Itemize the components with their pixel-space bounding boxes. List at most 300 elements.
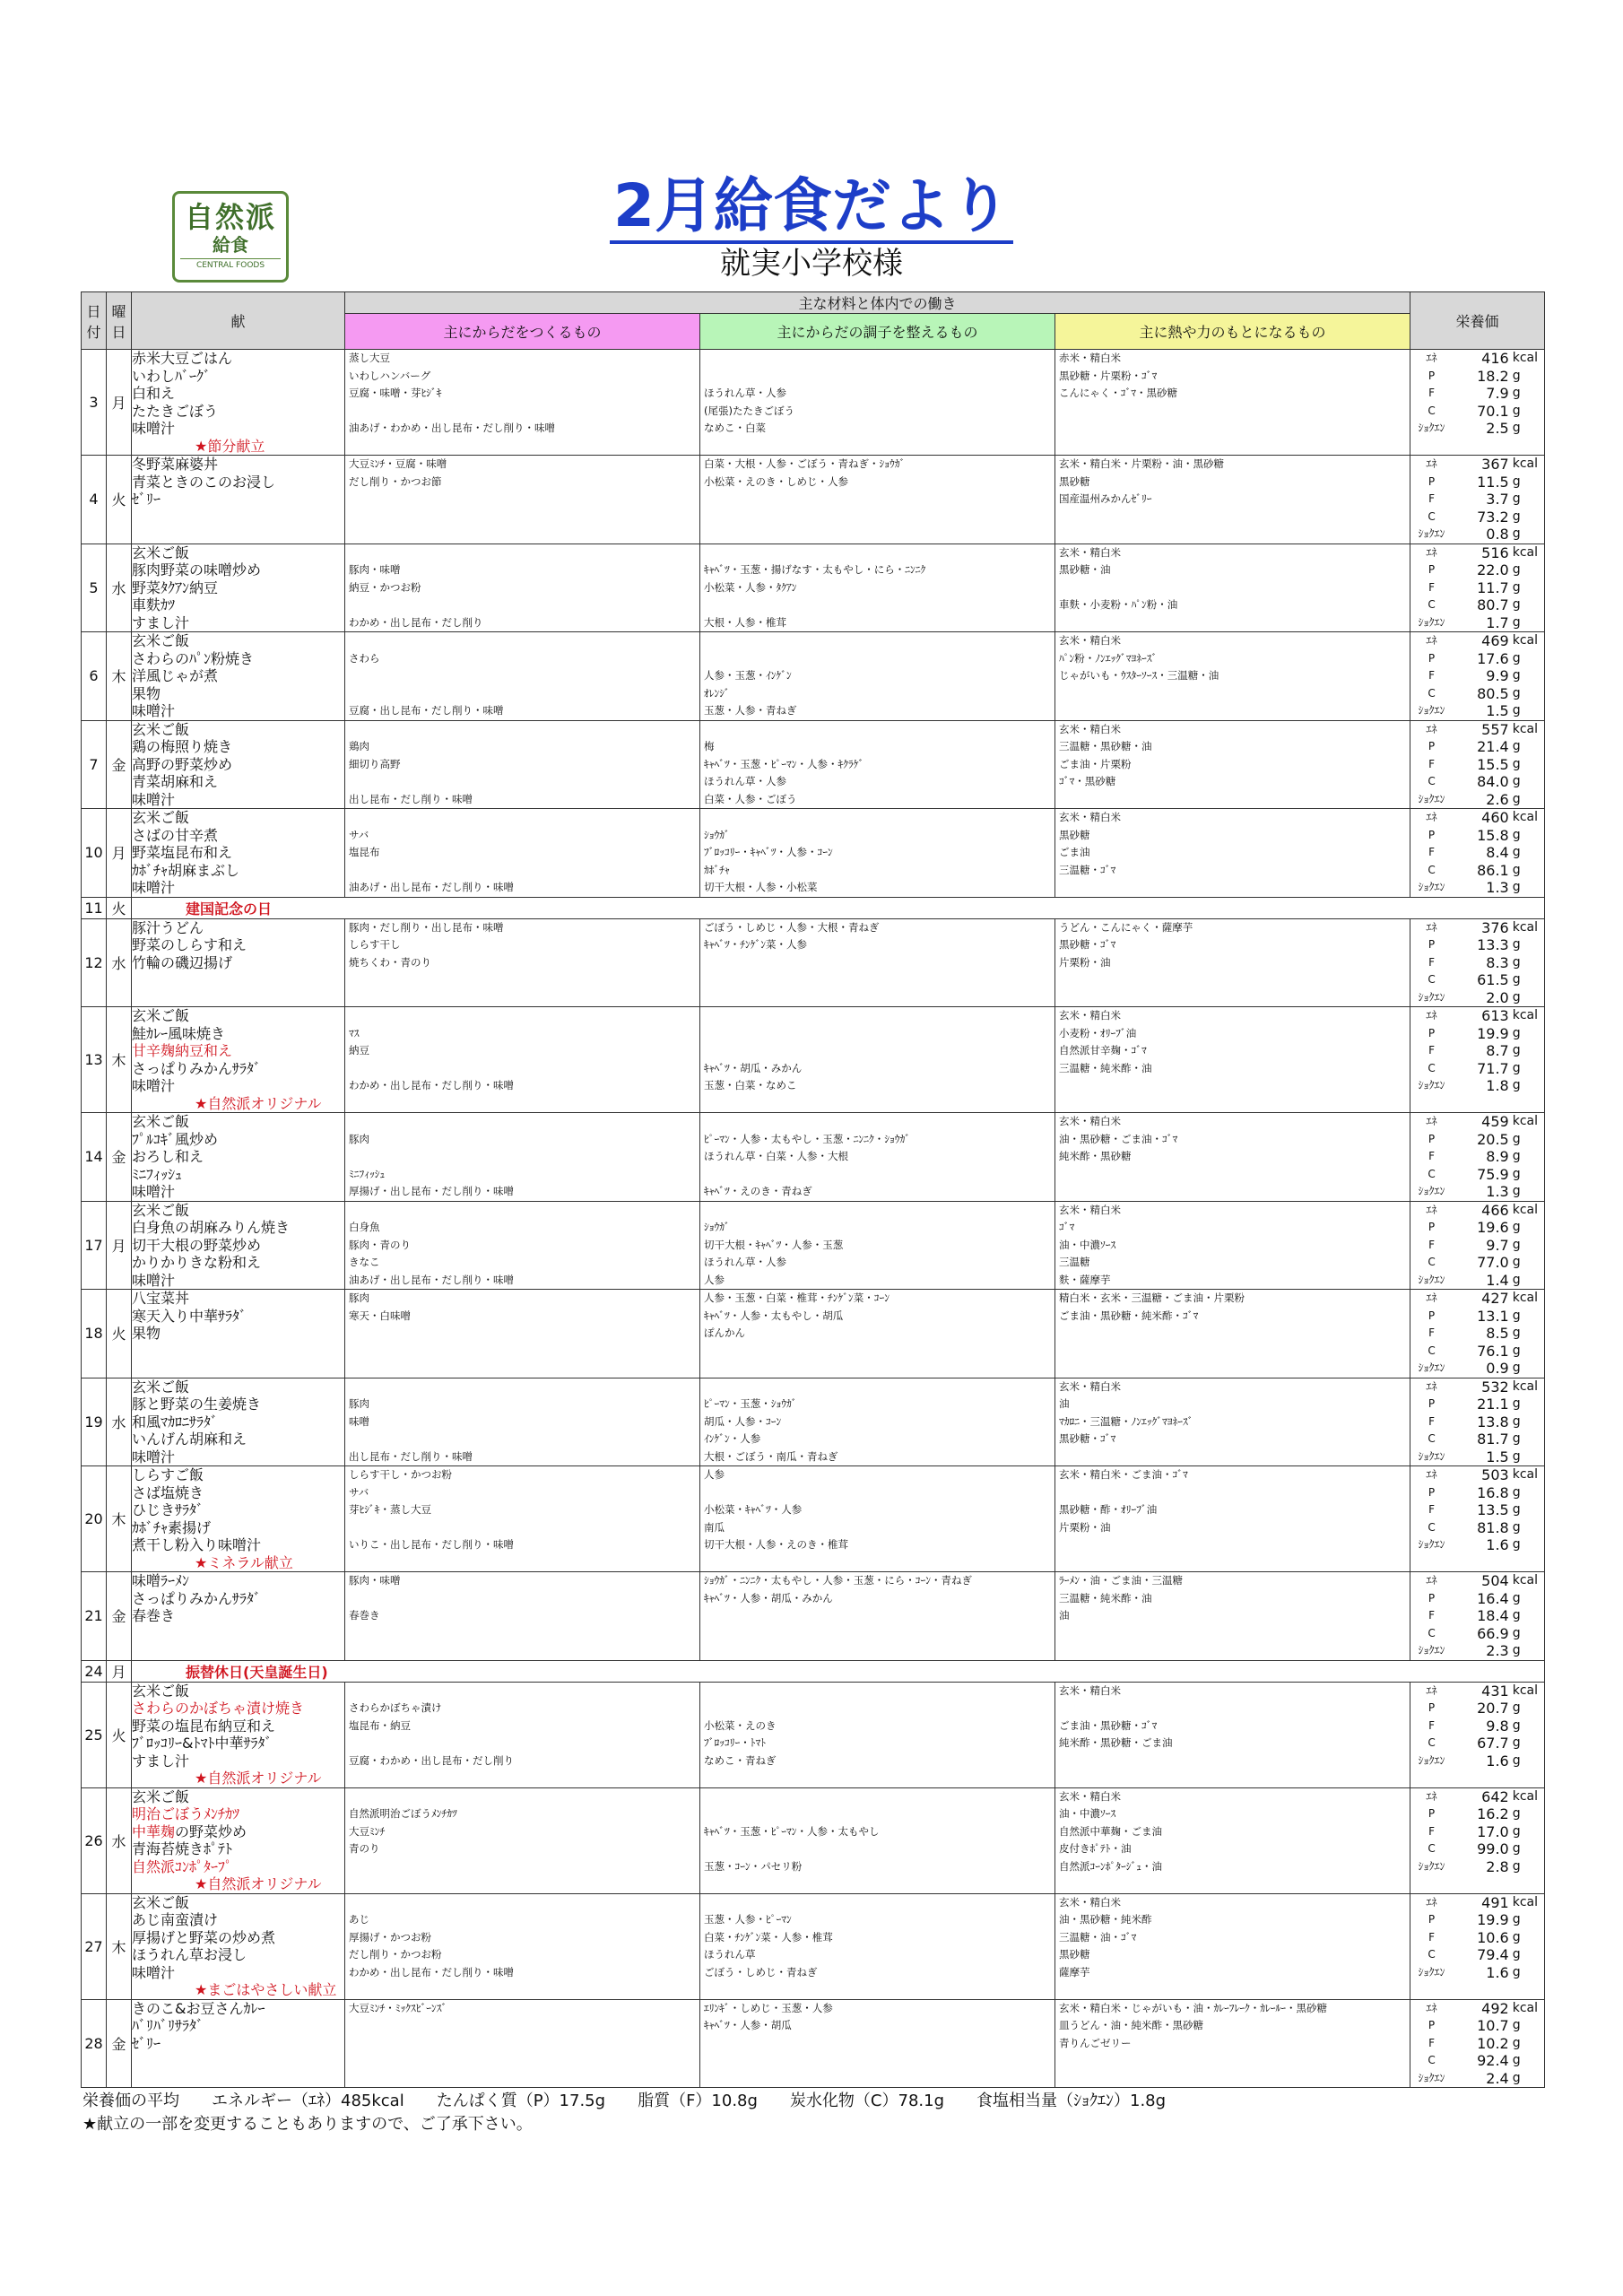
ingredient-line: ｵﾚﾝｼﾞ [704, 686, 730, 700]
dish-name: ﾐﾆﾌｨｯｼｭ [132, 1165, 183, 1183]
day-cell: 18 [82, 1290, 107, 1378]
nutrition-value: 466 [1481, 1201, 1509, 1219]
nutrition-unit: g [1512, 1149, 1521, 1163]
ingredient-line: ｼｮｳｶﾞ [704, 828, 730, 841]
holiday-label: 建国記念の日 [132, 897, 1545, 918]
ingredient-line: 油・中濃ｿｰｽ [1059, 1238, 1116, 1251]
nutrition-row [1412, 350, 1542, 368]
ingredient-line: 自然派ｺｰﾝﾎﾟﾀｰｼﾞｭ・油 [1059, 1859, 1162, 1873]
ingredients-body [345, 1290, 700, 1378]
weekday-cell: 月 [107, 809, 132, 898]
ingredient-line [349, 1378, 696, 1396]
menu-row [82, 1893, 1545, 1999]
weekday-cell: 月 [107, 1660, 132, 1682]
dish-name: 玄米ご飯 [132, 720, 190, 738]
ingredients-heat [1055, 632, 1410, 721]
nutrition-row [1412, 1607, 1542, 1625]
ingredient-line: いりこ・出し昆布・だし削り・味噌 [349, 1538, 514, 1551]
menu-row [82, 918, 1545, 1007]
weekday-cell: 水 [107, 1378, 132, 1466]
nutrition-label: ｼｮｸｴﾝ [1418, 1965, 1445, 1979]
ingredient-line [704, 350, 1051, 368]
nutrition-label: ｴﾈ [1426, 722, 1437, 735]
nutrition-unit: g [1512, 1166, 1521, 1181]
nutrition-cell [1410, 1378, 1545, 1466]
nutrition-label: P [1428, 1309, 1436, 1322]
ingredient-line: ほうれん草・白菜・人参・大根 [704, 1150, 848, 1162]
ingredients-heat [1055, 1007, 1410, 1113]
nutrition-cell [1410, 1201, 1545, 1290]
day-cell: 28 [82, 1999, 107, 2088]
weekday-cell: 金 [107, 1999, 132, 2088]
ingredient-line: 豆腐・味噌・芽ﾋｼﾞｷ [349, 387, 442, 399]
nutrition-row [1412, 1183, 1542, 1201]
nutrition-row [1412, 403, 1542, 421]
ingredient-line: ｷｬﾍﾞﾂ・人参・胡瓜 [704, 2019, 792, 2031]
nutrition-value: 504 [1481, 1572, 1509, 1589]
dish-name: ひじきｻﾗﾀﾞ [132, 1501, 204, 1518]
nutrition-unit: g [1512, 1608, 1521, 1622]
nutrition-row [1412, 596, 1542, 614]
dish-name: おろし和え [132, 1148, 204, 1165]
ingredient-line: なめこ・青ねぎ [704, 1753, 777, 1767]
menu-table [81, 291, 1545, 2088]
dish-name: ﾌﾟﾙｺｷﾞ風炒め [132, 1130, 219, 1148]
ingredient-line [349, 1981, 696, 1999]
nutrition-label: ｴﾈ [1426, 2001, 1437, 2014]
nutrition-cell [1410, 1999, 1545, 2088]
nutrition-unit: kcal [1512, 1114, 1538, 1128]
ingredient-line [1059, 1077, 1406, 1095]
dish-list [132, 1682, 345, 1787]
nutrition-label: F [1428, 2036, 1435, 2049]
nutrition-value: 13.5 [1477, 1501, 1509, 1518]
nutrition-unit: kcal [1512, 1573, 1538, 1587]
nutrition-unit: g [1512, 386, 1521, 400]
nutrition-label: ｼｮｸｴﾝ [1418, 1449, 1445, 1463]
ingredient-line: 小松菜・ｷｬﾍﾞﾂ・人参 [704, 1503, 803, 1516]
nutrition-label: ｴﾈ [1426, 811, 1437, 823]
ingredient-line [704, 491, 1051, 509]
nutrition-row [1412, 614, 1542, 632]
nutrition-row [1412, 632, 1542, 650]
ingredient-line: 自然派甘辛麹・ｺﾞﾏ [1059, 1044, 1147, 1057]
nutrition-value: 16.2 [1477, 1805, 1509, 1822]
nutrition-cell [1410, 809, 1545, 898]
ingredient-line [349, 1642, 696, 1660]
weekday-cell: 木 [107, 1466, 132, 1572]
ingredient-line [704, 1360, 1051, 1378]
ingredients-cond [700, 1893, 1055, 1999]
nutrition-unit: g [1512, 403, 1521, 418]
ingredient-line [349, 1095, 696, 1113]
ingredient-line [704, 809, 1051, 827]
nutrition-value: 81.7 [1477, 1431, 1509, 1448]
nutrition-unit: g [1512, 579, 1521, 595]
dish-name: 和風ﾏｶﾛﾆｻﾗﾀﾞ [132, 1413, 219, 1431]
nutrition-label: ｼｮｸｴﾝ [1418, 527, 1445, 540]
ingredient-line [704, 1042, 1051, 1060]
ingredients-cond [700, 1201, 1055, 1290]
dish-name: 切干大根の野菜炒め [132, 1236, 262, 1254]
ingredient-line: 人参 [704, 1468, 725, 1481]
ingredients-body [345, 809, 700, 898]
ingredient-line: 玄米・精白米 [1059, 1009, 1121, 1022]
nutrition-row [1412, 1590, 1542, 1608]
day-cell: 21 [82, 1572, 107, 1661]
ingredient-line: 油・中濃ｿｰｽ [1059, 1807, 1116, 1820]
nutrition-label: P [1428, 474, 1436, 488]
nutrition-unit: g [1512, 937, 1521, 952]
dish-name: 玄米ご飯 [132, 1378, 190, 1396]
ingredient-line [349, 1735, 696, 1752]
nutrition-unit: g [1512, 756, 1521, 771]
nutrition-value: 75.9 [1477, 1165, 1509, 1183]
nutrition-unit: g [1512, 1718, 1521, 1733]
nutrition-row [1412, 1642, 1542, 1660]
nutrition-row [1412, 1752, 1542, 1770]
ingredients-heat [1055, 918, 1410, 1007]
ingredient-line [349, 773, 696, 791]
ingredient-line: 大根・ごぼう・南瓜・青ねぎ [704, 1449, 838, 1463]
nutrition-unit: g [1512, 1131, 1521, 1146]
dish-name: 味噌汁 [132, 1271, 176, 1289]
nutrition-label: ｼｮｸｴﾝ [1418, 704, 1445, 717]
ingredient-line [349, 403, 696, 421]
dish-name: さわらのかぼちゃ漬け焼き [132, 1700, 305, 1717]
ingredient-line [1059, 1166, 1406, 1184]
nutrition-value: 431 [1481, 1682, 1509, 1700]
ingredient-line [1059, 1448, 1406, 1466]
nutrition-row [1412, 879, 1542, 897]
nutrition-row [1412, 1536, 1542, 1554]
ingredient-line [704, 1007, 1051, 1025]
weekday-cell: 火 [107, 456, 132, 544]
dish-name: いんげん胡麻和え [132, 1431, 247, 1448]
ingredient-line [1059, 1484, 1406, 1502]
nutrition-unit: g [1512, 989, 1521, 1004]
dish-list [132, 1893, 345, 1999]
nutrition-unit: g [1512, 1078, 1521, 1092]
nutrition-value: 21.1 [1477, 1396, 1509, 1413]
dish-list [132, 632, 345, 721]
nutrition-unit: g [1512, 1448, 1521, 1464]
nutrition-unit: g [1512, 1272, 1521, 1287]
ingredient-line: 車麩・小麦粉・ﾊﾟﾝ粉・油 [1059, 598, 1178, 611]
ingredient-line: 芽ﾋｼﾞｷ・蒸し大豆 [349, 1503, 431, 1516]
nutrition-value: 2.8 [1486, 1857, 1509, 1875]
day-cell: 13 [82, 1007, 107, 1113]
nutrition-row [1412, 1501, 1542, 1519]
nutrition-label: C [1428, 1344, 1436, 1357]
ingredient-line: ほうれん草・人参 [704, 387, 786, 399]
menu-row [82, 1682, 1545, 1787]
ingredient-line: 皮付きﾎﾟﾃﾄ・油 [1059, 1842, 1132, 1855]
dish-name: 明治ごぼうﾒﾝﾁｶﾂ [132, 1805, 240, 1822]
ingredients-heat [1055, 1113, 1410, 1202]
nutrition-value: 10.6 [1477, 1928, 1509, 1946]
dish-name: 味噌汁 [132, 790, 176, 808]
ingredient-line: 玄米・精白米 [1059, 1683, 1121, 1697]
ingredient-line: ｷｬﾍﾞﾂ・玉葱・ﾋﾟｰﾏﾝ・人参・ｷｸﾗｹﾞ [704, 757, 864, 770]
ingredient-line: ﾗｰﾒﾝ・油・ごま油・三温糖 [1059, 1574, 1183, 1587]
ingredient-line: 豚肉・青のり [349, 1238, 411, 1251]
ingredients-cond [700, 1378, 1055, 1466]
day-cell: 27 [82, 1893, 107, 1999]
nutrition-label: C [1428, 863, 1436, 876]
ingredients-body [345, 1113, 700, 1202]
nutrition-cell [1410, 1572, 1545, 1661]
nutrition-row [1412, 1700, 1542, 1718]
nutrition-value: 17.0 [1477, 1822, 1509, 1840]
nutrition-label: P [1428, 740, 1436, 752]
menu-row [82, 350, 1545, 456]
ingredient-line: 玄米・精白米 [1059, 634, 1121, 647]
nutrition-row [1412, 1254, 1542, 1272]
nutrition-value: 92.4 [1477, 2052, 1509, 2069]
ingredient-line: 片栗粉・油 [1059, 1520, 1111, 1534]
ingredient-line: 玄米・精白米・ごま油・ｺﾞﾏ [1059, 1468, 1188, 1481]
ingredient-line: ｺﾞﾏ・黒砂糖 [1059, 775, 1116, 787]
ingredient-line: 春巻き [349, 1609, 380, 1622]
nutrition-value: 15.8 [1477, 826, 1509, 844]
ingredient-line: 豚肉 [349, 1132, 369, 1145]
ingredient-line: 黒砂糖・ｺﾞﾏ [1059, 1432, 1116, 1445]
nutrition-row [1412, 1718, 1542, 1735]
nutrition-value: 416 [1481, 350, 1509, 367]
menu-row [82, 720, 1545, 809]
nutrition-row [1412, 1858, 1542, 1876]
nutrition-row [1412, 685, 1542, 703]
nutrition-label: C [1428, 509, 1436, 523]
dish-name: 自然派ｺﾝﾎﾟﾀｰﾌﾟ [132, 1857, 233, 1875]
nutrition-label: F [1428, 757, 1435, 770]
ingredient-line: 豆腐・出し昆布・だし削り・味噌 [349, 704, 504, 717]
ingredient-line: 蒸し大豆 [349, 352, 390, 364]
menu-theme-note: ★自然派オリジナル [195, 1770, 322, 1787]
ingredient-line [349, 509, 696, 526]
ingredient-line: ｼｮｳｶﾞ・ﾆﾝﾆｸ・太もやし・人参・玉葱・にら・ｺｰﾝ・青ねぎ [704, 1574, 972, 1587]
nutrition-value: 516 [1481, 544, 1509, 561]
nutrition-value: 15.5 [1477, 755, 1509, 773]
dish-name: 玄米ご飯 [132, 1113, 190, 1130]
nutrition-label: ｴﾈ [1426, 1574, 1437, 1587]
nutrition-unit: g [1512, 2035, 1521, 2050]
nutrition-label: ｼｮｸｴﾝ [1418, 1644, 1445, 1657]
ingredients-body [345, 1682, 700, 1787]
nutrition-unit: g [1512, 862, 1521, 877]
nutrition-value: 469 [1481, 632, 1509, 649]
ingredient-line [1059, 1875, 1406, 1893]
ingredient-line [1059, 1642, 1406, 1660]
nutrition-unit: g [1512, 2053, 1521, 2067]
ingredient-line [349, 1683, 696, 1700]
nutrition-value: 613 [1481, 1007, 1509, 1024]
ingredient-line: 三温糖・純米酢・油 [1059, 1061, 1152, 1074]
ingredients-body [345, 1893, 700, 1999]
dish-name: 春巻き [132, 1607, 176, 1624]
nutrition-label: ｼｮｸｴﾝ [1418, 422, 1445, 434]
ingredient-line: 油あげ・出し昆布・だし削り・味噌 [349, 1273, 514, 1286]
nutrition-unit: g [1512, 474, 1521, 489]
ingredient-line [704, 526, 1051, 544]
nutrition-unit: kcal [1512, 633, 1538, 648]
nutrition-label: F [1428, 1044, 1435, 1057]
nutrition-label: F [1428, 387, 1435, 399]
dish-list [132, 1378, 345, 1466]
ingredient-line [704, 1025, 1051, 1043]
nutrition-value: 532 [1481, 1378, 1509, 1396]
dish-name: 野菜の塩昆布納豆和え [132, 1717, 276, 1735]
ingredient-line: ｷｬﾍﾞﾂ・えのき・青ねぎ [704, 1185, 812, 1197]
dish-list [132, 1572, 345, 1661]
nutrition-cell [1410, 1893, 1545, 1999]
nutrition-row [1412, 773, 1542, 791]
nutrition-value: 459 [1481, 1113, 1509, 1130]
nutrition-unit: g [1512, 703, 1521, 718]
nutrition-unit: g [1512, 1343, 1521, 1358]
ingredient-line: 納豆 [349, 1044, 369, 1057]
nutrition-value: 10.7 [1477, 2017, 1509, 2034]
nutrition-unit: g [1512, 1326, 1521, 1340]
nutrition-row [1412, 1166, 1542, 1184]
ingredient-line: 玉葱・人参・ﾋﾟｰﾏﾝ [704, 1913, 792, 1926]
ingredient-line: ﾋﾟｰﾏﾝ・人参・太もやし・玉葱・ﾆﾝﾆｸ・ｼｮｳｶﾞ [704, 1132, 910, 1145]
nutrition-value: 19.6 [1477, 1219, 1509, 1236]
ingredient-line: 大豆ﾐﾝﾁ [349, 1824, 386, 1838]
dish-name-highlight: 中華麹 [132, 1822, 176, 1840]
day-cell: 26 [82, 1787, 107, 1893]
nutrition-label: P [1428, 1807, 1436, 1820]
menu-row [82, 1290, 1545, 1378]
nutrition-value: 642 [1481, 1787, 1509, 1805]
ingredient-line [349, 1360, 696, 1378]
dish-list [132, 809, 345, 898]
nutrition-value: 16.8 [1477, 1483, 1509, 1501]
nutrition-row [1412, 1272, 1542, 1290]
dish-name [132, 2052, 344, 2070]
nutrition-value: 66.9 [1477, 1624, 1509, 1642]
ingredient-line [349, 1788, 696, 1806]
nutrition-label: ｴﾈ [1426, 352, 1437, 364]
school-name: 就実小学校様 [720, 246, 903, 282]
ingredient-line: 三温糖・純米酢・油 [1059, 1591, 1152, 1605]
dish-list [132, 1201, 345, 1290]
ingredient-line [704, 989, 1051, 1007]
ingredient-line [704, 632, 1051, 650]
ingredient-line: 玄米・精白米 [1059, 1115, 1121, 1127]
ingredient-line: 黒砂糖 [1059, 1948, 1090, 1961]
nutrition-value: 70.1 [1477, 402, 1509, 420]
nutrition-row [1412, 509, 1542, 526]
ingredient-line: ごぼう・しめじ・青ねぎ [704, 1965, 818, 1979]
nutrition-unit: g [1512, 1431, 1521, 1446]
menu-row [82, 544, 1545, 632]
ingredient-line: 白身魚 [349, 1221, 380, 1233]
ingredient-line [704, 721, 1051, 739]
ingredient-line [1059, 1770, 1406, 1787]
nutrition-value: 1.6 [1486, 1536, 1509, 1553]
menu-row [82, 1572, 1545, 1661]
ingredient-line [704, 1625, 1051, 1643]
ingredient-line: 豚肉 [349, 1292, 369, 1304]
dish-list [132, 350, 345, 456]
dish-name: ﾌﾞﾛｯｺﾘｰ&ﾄﾏﾄ中華ｻﾗﾀﾞ [132, 1735, 273, 1752]
nutrition-cell [1410, 918, 1545, 1007]
nutrition-unit: kcal [1512, 1467, 1538, 1482]
ingredient-line [1059, 509, 1406, 526]
nutrition-cell [1410, 720, 1545, 809]
nutrition-label: C [1428, 2054, 1436, 2066]
nutrition-row [1412, 954, 1542, 972]
dish-name: あじ南蛮漬け [132, 1911, 219, 1928]
nutrition-label: C [1428, 1256, 1436, 1268]
nutrition-value: 7.9 [1486, 385, 1509, 402]
dish-name: 竹輪の磯辺揚げ [132, 953, 233, 971]
nutrition-row [1412, 1805, 1542, 1823]
nutrition-row [1412, 827, 1542, 845]
nutrition-cell [1410, 1682, 1545, 1787]
nutrition-row [1412, 1060, 1542, 1078]
nutrition-value: 8.5 [1486, 1325, 1509, 1342]
nutrition-label: C [1428, 1061, 1436, 1074]
nutrition-label: P [1428, 651, 1436, 665]
nutrition-row [1412, 809, 1542, 827]
ingredient-line: 塩昆布 [349, 846, 380, 858]
nutrition-unit: g [1512, 668, 1521, 683]
nutrition-label: P [1428, 1591, 1436, 1605]
ingredient-line [704, 1554, 1051, 1572]
nutrition-unit: g [1512, 1625, 1521, 1640]
ingredient-line [1059, 1554, 1406, 1572]
ingredient-line [1059, 1700, 1406, 1718]
weekday-cell: 水 [107, 544, 132, 632]
ingredient-line [349, 1894, 696, 1912]
nutrition-row [1412, 1625, 1542, 1643]
day-cell: 20 [82, 1466, 107, 1572]
dish-name: 玄米ご飯 [132, 1682, 190, 1700]
page-title [0, 170, 1623, 242]
dish-name: さっぱりみかんｻﾗﾀﾞ [132, 1059, 262, 1077]
ingredient-line: 切干大根・人参・小松菜 [704, 881, 818, 893]
ingredient-line: さわらかぼちゃ漬け [349, 1701, 442, 1714]
ingredient-line: ごま油・片栗粉 [1059, 757, 1132, 770]
nutrition-unit: g [1512, 1806, 1521, 1821]
ingredient-line [349, 2035, 696, 2053]
day-cell: 14 [82, 1113, 107, 1202]
ingredient-line: 納豆・かつお粉 [349, 580, 421, 594]
ingredients-heat [1055, 1466, 1410, 1572]
nutrition-unit: g [1512, 1308, 1521, 1323]
nutrition-value: 367 [1481, 456, 1509, 473]
ingredient-line: わかめ・出し昆布・だし削り・味噌 [349, 1965, 514, 1979]
nutrition-label: F [1428, 1238, 1435, 1251]
ingredients-heat [1055, 1999, 1410, 2088]
weekday-cell: 火 [107, 1290, 132, 1378]
nutrition-label: F [1428, 492, 1435, 505]
dish-name [132, 1343, 344, 1361]
dish-name: 玄米ご飯 [132, 544, 190, 561]
ingredient-line: 味噌 [349, 1414, 369, 1428]
ingredient-line: 玉葱・白菜・なめこ [704, 1079, 797, 1091]
ingredient-line [704, 596, 1051, 614]
nutrition-unit: g [1512, 1237, 1521, 1252]
nutrition-label: P [1428, 1026, 1436, 1039]
ingredient-line [349, 971, 696, 989]
nutrition-unit: kcal [1512, 1683, 1538, 1698]
ingredient-line: ほうれん草・人参 [704, 1256, 786, 1268]
weekday-cell: 月 [107, 350, 132, 456]
